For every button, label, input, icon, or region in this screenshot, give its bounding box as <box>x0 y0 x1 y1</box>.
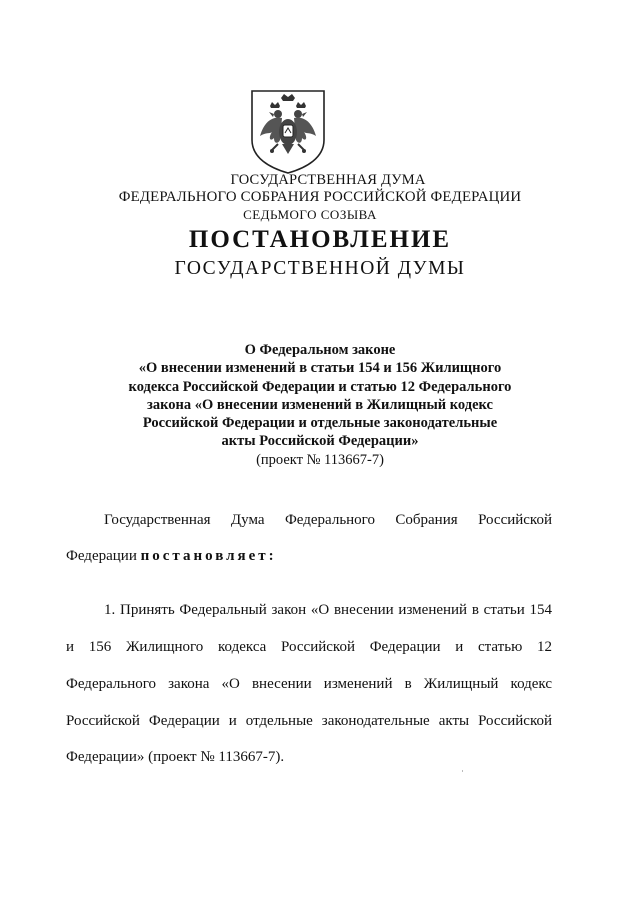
item-1-line: Российской Федерации и отдельные законодательные акты Российской <box>66 713 552 729</box>
scan-speck <box>462 770 463 772</box>
header-convocation: СЕДЬМОГО СОЗЫВА <box>243 207 377 222</box>
law-title-line: закона «О внесении изменений в Жилищный кодекс <box>147 396 493 413</box>
document-title: ПОСТАНОВЛЕНИЕ <box>188 226 452 253</box>
item-1-line: 1. Принять Федеральный закон «О внесении изменений в статьи 154 <box>104 602 552 618</box>
law-title-block <box>100 341 540 469</box>
header-duma: ГОСУДАРСТВЕННАЯ ДУМА <box>230 172 426 188</box>
law-title-line: «О внесении изменений в статьи 154 и 156 Жилищного <box>138 360 502 377</box>
document-subtitle: ГОСУДАРСТВЕННОЙ ДУМЫ <box>174 258 466 279</box>
law-title-line: кодекса Российской Федерации и статью 12 Федерального <box>128 378 512 395</box>
header-federal-assembly: ФЕДЕРАЛЬНОГО СОБРАНИЯ РОССИЙСКОЙ ФЕДЕРАЦИИ <box>118 189 522 205</box>
law-title-line: О Федеральном законе <box>244 342 396 358</box>
resolution-intro-line-2 <box>66 548 552 565</box>
item-1-line: Федерального закона «О внесении изменений в Жилищный кодекс <box>66 676 552 692</box>
law-title-line: Российской Федерации и отдельные законодательные <box>142 415 498 432</box>
resolution-intro-line: Государственная Дума Федерального Собрания Российской <box>104 512 552 528</box>
law-title-line: акты Российской Федерации» <box>221 433 419 450</box>
item-1-line: Федерации» (проект № 113667-7). <box>66 749 285 765</box>
coat-of-arms-icon <box>248 88 328 174</box>
project-number: (проект № 113667-7) <box>256 451 384 468</box>
item-1-line: и 156 Жилищного кодекса Российской Федерации и статью 12 <box>66 639 552 655</box>
resolves-word: постановляет: <box>140 548 277 564</box>
resolution-subject: Федерации <box>66 548 141 564</box>
